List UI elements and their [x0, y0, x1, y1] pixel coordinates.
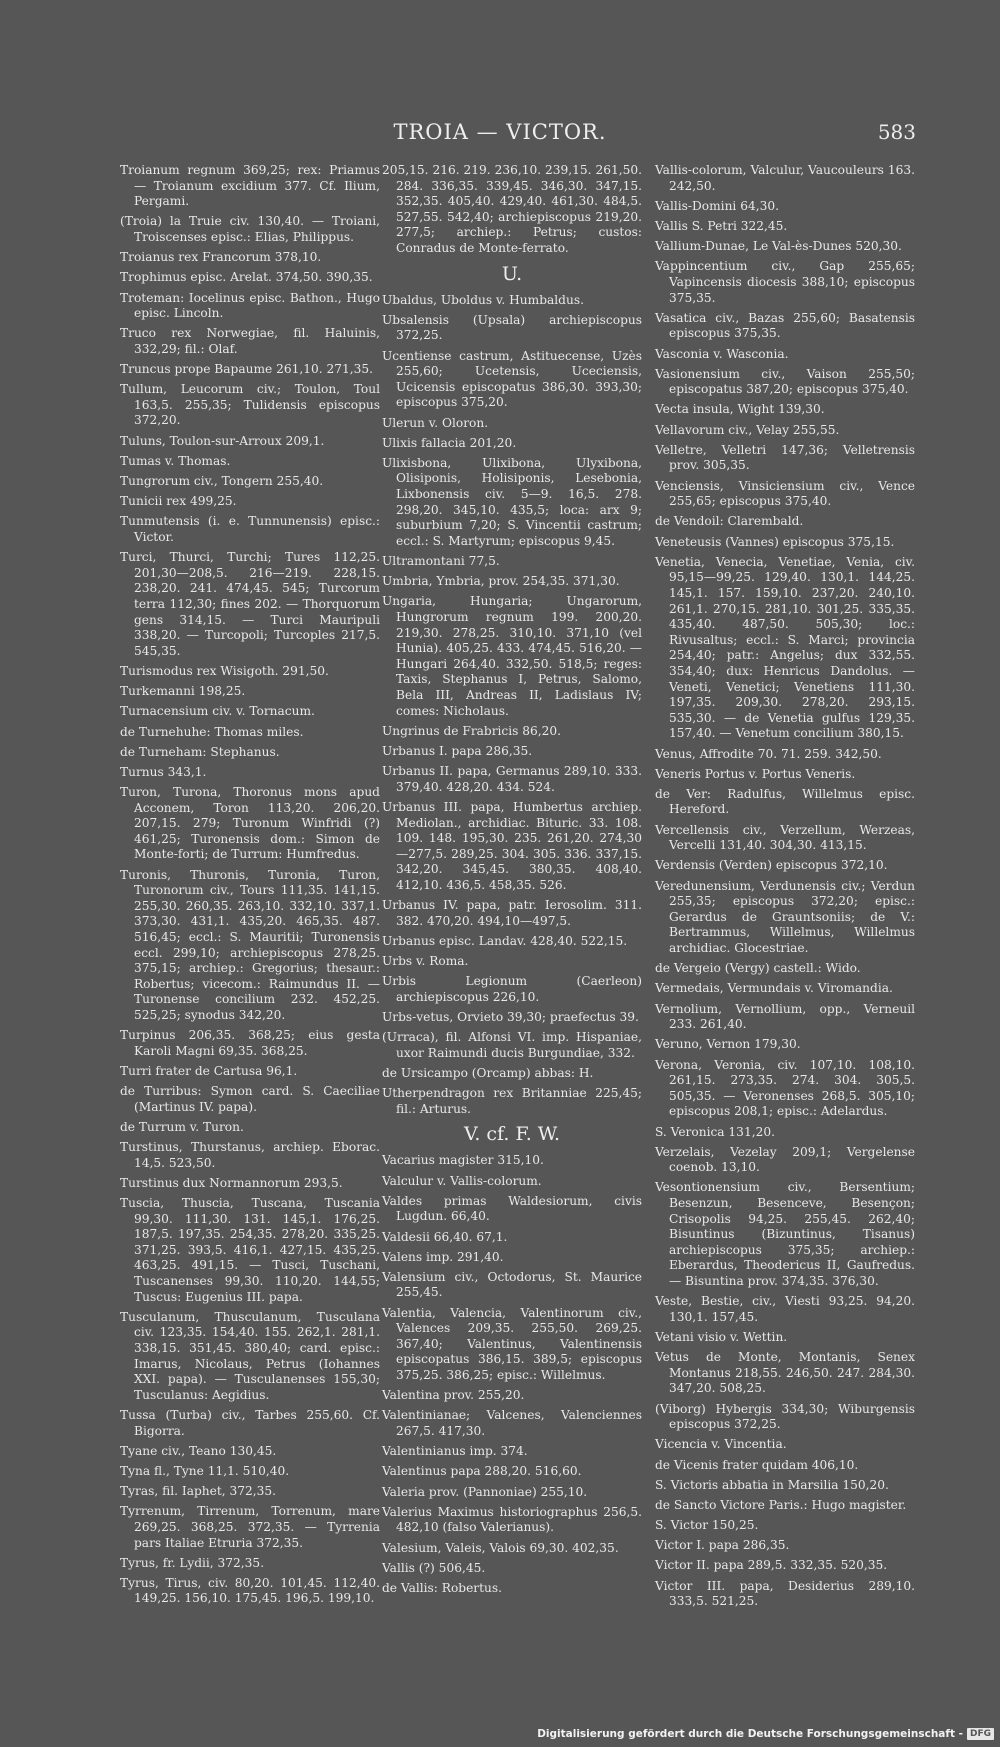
index-entry: Vercellensis civ., Verzellum, Werzeas, Vercelli 131,40. 304,30. 413,15.: [655, 822, 915, 853]
index-entry: Tumas v. Thomas.: [120, 453, 231, 468]
index-entry: S. Veronica 131,20.: [655, 1124, 775, 1139]
index-entry: Veredunensium, Verdunensis civ.; Verdun 255,35; episcopus 372,20; episc.: Gerardus de Grauntsoniis; de V.: Bertrammus, Willelmus, Willelmus archidiac. Glocestriae.: [655, 878, 915, 955]
index-entry: Valens imp. 291,40.: [382, 1249, 504, 1264]
index-entry: 205,15. 216. 219. 236,10. 239,15. 261,50. 284. 336,35. 339,45. 346,30. 347,15. 352,35. 405,40. 429,40. 461,30. 484,5. 527,55. 542,40; archiepiscopus 219,20. 277,5; archiep.: Petrus; custos: Conradus de Monte-ferrato.: [382, 163, 642, 255]
index-entry: Ubsalensis (Upsala) archiepiscopus 372,25.: [382, 312, 642, 343]
index-entry: Victor III. papa, Desiderius 289,10. 333,5. 521,25.: [655, 1578, 915, 1609]
dfg-logo: DFG: [967, 1728, 994, 1740]
index-entry: Veste, Bestie, civ., Viesti 93,25. 94,20. 130,1. 157,45.: [655, 1294, 915, 1324]
index-entry: Vecta insula, Wight 139,30.: [655, 402, 825, 417]
index-entry: Tyrus, Tirus, civ. 80,20. 101,45. 112,40. 149,25. 156,10. 175,45. 196,5. 199,10.: [120, 1575, 380, 1606]
index-entry: Valentina prov. 255,20.: [382, 1388, 525, 1403]
index-entry: Umbria, Ymbria, prov. 254,35. 371,30.: [382, 574, 620, 589]
index-entry: Turnacensium civ. v. Tornacum.: [120, 704, 315, 719]
index-entry: Tuscia, Thuscia, Tuscana, Tuscania 99,30. 111,30. 131. 145,1. 176,25. 187,5. 197,35. 254,35. 278,20. 335,25. 371,25. 393,5. 416,1. 427,15. 435,25. 463,25. 491,15. — Tusci, Tuschani, Tuscanenses 99,30. 110,20. 144,55; Tuscus: Eugenius III. papa.: [120, 1196, 380, 1304]
index-entry: de Vergeio (Vergy) castell.: Wido.: [655, 961, 861, 976]
section-heading-u: U.: [501, 262, 523, 285]
index-entry: Vasatica civ., Bazas 255,60; Basatensis episcopus 375,35.: [655, 310, 915, 341]
index-entry: de Vicenis frater quidam 406,10.: [655, 1457, 859, 1472]
index-entry: Vallis S. Petri 322,45.: [655, 218, 788, 233]
index-entry: Turon, Turona, Thoronus mons apud Acconem, Toron 113,20. 206,20. 207,15. 279; Turonum Winfridi (?) 461,25; Turonensis dom.: Simon de Monte-forti; de Turrum: Humfredus.: [120, 785, 380, 862]
index-entry: Veneteusis (Vannes) episcopus 375,15.: [655, 534, 895, 549]
index-entry: Turonis, Thuronis, Turonia, Turon, Turonorum civ., Tours 111,35. 141,15. 255,30. 260,35. 263,10. 332,10. 337,1. 373,30. 431,1. 435,20. 465,35. 487. 516,45; eccl.: S. Mauritii; Turonensis eccl. 299,10; archiepiscopus 278,25. 375,15; archiep.: Gregorius; thesaur.: Robertus; vicecom.: Raimundus II. — Turonense concilium 232. 452,25. 525,25; synodus 342,20.: [120, 867, 380, 1022]
index-entry: Tullum, Leucorum civ.; Toulon, Toul 163,5. 255,35; Tulidensis episcopus 372,20.: [120, 382, 380, 428]
index-entry: Tyna fl., Tyne 11,1. 510,40.: [120, 1463, 290, 1478]
index-entry: Vallium-Dunae, Le Val-ès-Dunes 520,30.: [655, 239, 902, 254]
index-entry: Tunicii rex 499,25.: [120, 494, 237, 509]
page-number: 583: [877, 120, 916, 144]
column-2: [382, 163, 642, 1601]
index-entry: Valentinus papa 288,20. 516,60.: [382, 1464, 582, 1479]
index-entry: Valdes primas Waldesiorum, civis Lugdun. 66,40.: [382, 1193, 642, 1224]
index-entry: Troianus rex Francorum 378,10.: [120, 250, 322, 265]
index-entry: (Troia) la Truie civ. 130,40. — Troiani, Troiscenses episc.: Elias, Philippus.: [120, 214, 380, 244]
index-entry: Vallis-colorum, Valculur, Vaucouleurs 163. 242,50.: [655, 163, 915, 193]
index-entry: de Vendoil: Clarembald.: [655, 514, 804, 529]
index-entry: Tyrus, fr. Lydii, 372,35.: [120, 1555, 265, 1570]
column-1: [120, 163, 380, 1612]
section-heading-v: V. cf. F. W.: [463, 1123, 561, 1146]
index-entry: Turkemanni 198,25.: [120, 684, 246, 699]
index-entry: Veruno, Vernon 179,30.: [655, 1037, 801, 1052]
index-entry: Turci, Thurci, Turchi; Tures 112,25. 201,30—208,5. 216—219. 228,15. 238,20. 241. 474,45. 545; Turcorum terra 112,30; fines 202. — Thorquorum gens 314,15. — Turci Mauripuli 338,20. — Turcopoli; Turcoples 217,5. 545,35.: [120, 550, 380, 658]
index-entry: Ungaria, Hungaria; Ungarorum, Hungrorum regnum 199. 200,20. 219,30. 278,25. 310,10. 371,10 (vel Hunia). 405,25. 433. 474,45. 516,20. — Hungari 264,40. 332,50. 518,5; reges: Taxis, Stephanus I, Petrus, Salomo, Bela III, Andreas II, Ladislaus IV; comes: Nicholaus.: [382, 594, 642, 718]
index-entry: de Turribus: Symon card. S. Caeciliae (Martinus IV. papa).: [120, 1084, 380, 1114]
index-entry: S. Victor 150,25.: [655, 1518, 759, 1533]
index-entry: Ulixisbona, Ulixibona, Ulyxibona, Olisiponis, Holisiponis, Lesebonia, Lixbonensis civ. 5—9. 16,5. 278. 298,20. 345,10. 435,5; loca: arx 9; suburbium 7,20; S. Vincentii castrum; eccl.: S. Martyrum; episcopus 9,45.: [382, 455, 642, 548]
index-entry: Venus, Affrodite 70. 71. 259. 342,50.: [655, 746, 882, 761]
index-entry: Venciensis, Vinsiciensium civ., Vence 255,65; episcopus 375,40.: [655, 478, 915, 509]
index-entry: Urbs v. Roma.: [382, 954, 469, 969]
index-entry: Ulixis fallacia 201,20.: [382, 435, 517, 450]
index-entry: Victor I. papa 286,35.: [655, 1538, 790, 1553]
index-entry: Troteman: Iocelinus episc. Bathon., Hugo episc. Lincoln.: [120, 290, 380, 321]
index-entry: Valensium civ., Octodorus, St. Maurice 255,45.: [382, 1269, 642, 1300]
index-entry: Velletre, Velletri 147,36; Velletrensis prov. 305,35.: [655, 442, 915, 473]
index-entry: Urbanus II. papa, Germanus 289,10. 333. 379,40. 428,20. 434. 524.: [382, 764, 642, 794]
index-entry: Turstinus dux Normannorum 293,5.: [120, 1175, 343, 1190]
index-entry: Ultramontani 77,5.: [382, 554, 500, 569]
index-entry: Vacarius magister 315,10.: [382, 1153, 544, 1168]
footer-credit: Digitalisierung gefördert durch die Deutsche Forschungsgemeinschaft -: [537, 1728, 963, 1740]
index-entry: Utherpendragon rex Britanniae 225,45; fil.: Arturus.: [382, 1086, 642, 1116]
index-entry: Valerius Maximus historiographus 256,5. 482,10 (falso Valerianus).: [382, 1504, 642, 1535]
index-entry: Valculur v. Vallis-colorum.: [382, 1173, 542, 1188]
index-entry: de Ver: Radulfus, Willelmus episc. Hereford.: [655, 786, 915, 817]
index-entry: Turri frater de Cartusa 96,1.: [120, 1063, 298, 1078]
page-header: [0, 120, 1000, 150]
index-entry: Urbs-vetus, Orvieto 39,30; praefectus 39.: [382, 1010, 639, 1024]
index-entry: Vernolium, Vernollium, opp., Verneuil 233. 261,40.: [655, 1001, 915, 1032]
index-entry: Valentia, Valencia, Valentinorum civ., Valences 209,35. 255,50. 269,25. 367,40; Valentinus, Valentinensis episcopatus 386,15. 389,5; episcopus 375,25. 386,25; episc.: Willelmus.: [382, 1305, 642, 1383]
index-entry: Vellavorum civ., Velay 255,55.: [655, 422, 840, 437]
index-entry: Turismodus rex Wisigoth. 291,50.: [120, 663, 329, 678]
index-entry: Vermedais, Vermundais v. Viromandia.: [655, 981, 893, 996]
index-entry: Urbanus IV. papa, patr. Ierosolim. 311. 382. 470,20. 494,10—497,5.: [382, 898, 642, 928]
index-entry: Turpinus 206,35. 368,25; eius gesta Karoli Magni 69,35. 368,25.: [120, 1028, 380, 1058]
index-entry: Vasconia v. Wasconia.: [655, 346, 789, 361]
index-entry: Turnus 343,1.: [120, 764, 207, 779]
index-entry: Tussa (Turba) civ., Tarbes 255,60. Cf. Bigorra.: [120, 1407, 380, 1438]
index-entry: Urbanus episc. Landav. 428,40. 522,15.: [382, 933, 628, 948]
index-entry: Ucentiense castrum, Astituecense, Uzès 255,60; Ucetensis, Uceciensis, Ucicensis episcopatus 386,30. 393,30; episcopus 375,20.: [382, 348, 642, 410]
index-entry: de Vallis: Robertus.: [382, 1580, 502, 1595]
index-entry: Veneris Portus v. Portus Veneris.: [655, 766, 856, 781]
index-entry: (Viborg) Hybergis 334,30; Wiburgensis episcopus 372,25.: [655, 1401, 915, 1432]
index-entry: Verona, Veronia, civ. 107,10. 108,10. 261,15. 273,35. 274. 304. 305,5. 505,35. — Veronenses 268,5. 305,10; episcopus 208,1; episc.: Adelardus.: [655, 1057, 915, 1119]
index-entry: Turstinus, Thurstanus, archiep. Eborac. 14,5. 523,50.: [120, 1140, 380, 1170]
index-entry: Vicencia v. Vincentia.: [655, 1437, 787, 1452]
index-entry: Vetus de Monte, Montanis, Senex Montanus 218,55. 246,50. 247. 284,30. 347,20. 508,25.: [655, 1350, 915, 1396]
index-entry: Truco rex Norwegiae, fil. Haluinis, 332,29; fil.: Olaf.: [120, 326, 380, 356]
index-entry: Valentinianus imp. 374.: [382, 1444, 528, 1459]
index-entry: Urbis Legionum (Caerleon) archiepiscopus 226,10.: [382, 974, 642, 1004]
index-entry: Tyrrenum, Tirrenum, Torrenum, mare 269,25. 368,25. 372,35. — Tyrrenia pars Italiae Etruria 372,35.: [120, 1504, 380, 1550]
index-entry: Valeria prov. (Pannoniae) 255,10.: [382, 1484, 588, 1499]
index-entry: Tyras, fil. Iaphet, 372,35.: [120, 1484, 276, 1499]
index-entry: S. Victoris abbatia in Marsilia 150,20.: [655, 1477, 889, 1492]
index-entry: Vetani visio v. Wettin.: [655, 1330, 788, 1344]
index-entry: Tuluns, Toulon-sur-Arroux 209,1.: [120, 433, 325, 448]
index-entry: Venetia, Venecia, Venetiae, Venia, civ. 95,15—99,25. 129,40. 130,1. 144,25. 145,1. 157. 159,10. 237,20. 240,10. 261,1. 270,15. 281,10. 301,25. 335,35. 435,40. 487,50. 505,30; loc.: Rivusaltus; eccl.: S. Marci; provincia 254,40; patr.: Angelus; dux 332,55. 354,40; dux: Henricus Dandolus. — Veneti, Venetici; Venetiens 111,30. 197,35. 209,30. 278,20. 293,15. 535,30. — de Venetia gulfus 129,35. 157,40. — Venetum concilium 380,15.: [655, 554, 915, 741]
page-title: TROIA — VICTOR.: [393, 120, 607, 144]
index-entry: Vappincentium civ., Gap 255,65; Vapincensis diocesis 388,10; episcopus 375,35.: [655, 259, 915, 305]
index-entry: (Urraca), fil. Alfonsi VI. imp. Hispaniae, uxor Raimundi ducis Burgundiae, 332.: [382, 1030, 642, 1060]
index-entry: Victor II. papa 289,5. 332,35. 520,35.: [655, 1558, 888, 1573]
index-entry: de Sancto Victore Paris.: Hugo magister.: [655, 1497, 907, 1512]
index-entry: Troianum regnum 369,25; rex: Priamus — Troianum excidium 377. Cf. Ilium, Pergami.: [120, 163, 380, 209]
index-entry: Valentinianae; Valcenes, Valenciennes 267,5. 417,30.: [382, 1408, 642, 1438]
index-entry: Tyane civ., Teano 130,45.: [120, 1443, 277, 1458]
index-entry: Ubaldus, Uboldus v. Humbaldus.: [382, 292, 584, 307]
index-entry: Verzelais, Vezelay 209,1; Vergelense coenob. 13,10.: [655, 1144, 915, 1175]
index-entry: de Turrum v. Turon.: [120, 1119, 244, 1134]
index-entry: de Turneham: Stephanus.: [120, 744, 280, 759]
index-entry: Urbanus III. papa, Humbertus archiep. Mediolan., archidiac. Bituric. 33. 108. 109. 148. 195,30. 235. 261,20. 274,30—277,5. 289,25. 304. 305. 336. 337,15. 342,20. 345,45. 380,35. 408,40. 412,10. 436,5. 458,35. 526.: [382, 799, 642, 892]
index-entry: Vallis-Domini 64,30.: [655, 198, 779, 213]
index-entry: Vesontionensium civ., Bersentium; Besenzun, Besenceve, Besençon; Crisopolis 94,25. 255,45. 262,40; Bisuntinus (Bizuntinus, Tisanus) archiepiscopus 375,35; archiep.: Eberardus, Theodericus II, Gaufredus. — Bisuntina prov. 374,35. 376,30.: [655, 1180, 915, 1289]
index-entry: Valdesii 66,40. 67,1.: [382, 1229, 508, 1244]
index-entry: de Ursicampo (Orcamp) abbas: H.: [382, 1065, 594, 1080]
index-entry: Vasionensium civ., Vaison 255,50; episcopatus 387,20; episcopus 375,40.: [655, 366, 915, 397]
index-entry: Valesium, Valeis, Valois 69,30. 402,35.: [382, 1540, 619, 1555]
index-entry: Tusculanum, Thusculanum, Tusculana civ. 123,35. 154,40. 155. 262,1. 281,1. 338,15. 351,45. 380,40; card. episc.: Imarus, Nicolaus, Petrus (Iohannes XXI. papa). — Tusculanenses 155,30; Tusculanus: Aegidius.: [120, 1309, 380, 1402]
index-entry: Trophimus episc. Arelat. 374,50. 390,35.: [120, 270, 373, 285]
index-entry: Vallis (?) 506,45.: [382, 1560, 486, 1575]
index-entry: Ulerun v. Oloron.: [382, 415, 489, 430]
index-entry: Truncus prope Bapaume 261,10. 271,35.: [120, 362, 374, 377]
index-entry: Tunmutensis (i. e. Tunnunensis) episc.: Victor.: [120, 514, 380, 544]
index-entry: Tungrorum civ., Tongern 255,40.: [120, 474, 324, 489]
index-entry: Ungrinus de Frabricis 86,20.: [382, 723, 562, 738]
index-entry: Verdensis (Verden) episcopus 372,10.: [655, 858, 888, 873]
footer: [537, 1725, 994, 1743]
index-entry: Urbanus I. papa 286,35.: [382, 743, 533, 758]
index-entry: de Turnehuhe: Thomas miles.: [120, 724, 304, 739]
column-3: [655, 163, 915, 1614]
